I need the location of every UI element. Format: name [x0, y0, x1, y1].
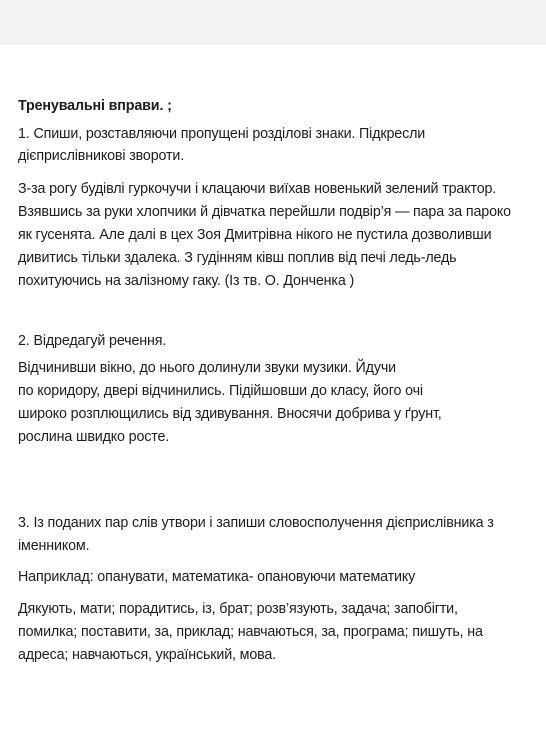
document-title: Тренувальні вправи. ; [18, 98, 172, 114]
exercise-3-text-line: адреса; навчаються, український, мова. [18, 647, 277, 663]
document-page [0, 45, 546, 749]
exercise-2-text-line: по коридору, двері відчинились. Підійшовши до класу, його очі [18, 383, 423, 399]
exercise-2-text-line: рослина швидко росте. [18, 429, 170, 445]
exercise-3-task-line: 3. Із поданих пар слів утвори і запиши словосполучення дієприслівника з [18, 515, 494, 531]
exercise-1-task-line: дієприслівникові звороти. [18, 148, 185, 164]
exercise-1-text-line: Взявшись за руки хлопчики й дівчатка перейшли подвір’я — пара за пароко [18, 204, 511, 220]
exercise-1-text-line: як гусенята. Але далі в цех Зоя Дмитрівна нікого не пустила дозволивши [18, 227, 492, 243]
exercise-3-text-line: помилка; поставити, за, приклад; навчаються, за, програма; пишуть, на [18, 624, 483, 640]
exercise-2-task: 2. Відредагуй речення. [18, 333, 167, 349]
exercise-1-text-line: дивитись тільки здалека. З гудінням ківш поплив від печі ледь-ледь [18, 250, 457, 266]
exercise-3-example: Наприклад: опанувати, математика- опановуючи математику [18, 569, 416, 585]
exercise-1-text-line: похитуючись на залізному гаку. (Із тв. О. Донченка ) [18, 273, 355, 289]
exercise-2-text-line: широко розплющились від здивування. Вносячи добрива у ґрунт, [18, 406, 442, 422]
exercise-1-text-line: З-за рогу будівлі гуркочучи і клацаючи виїхав новенький зелений трактор. [18, 181, 497, 197]
exercise-2-text-line: Відчинивши вікно, до нього долинули звуки музики. Йдучи [18, 360, 396, 376]
exercise-3-text-line: Дякують, мати; порадитись, із, брат; розв’язують, задача; запобігти, [18, 601, 458, 617]
exercise-1-task-line: 1. Спиши, розставляючи пропущені розділові знаки. Підкресли [18, 126, 426, 142]
top-bar [0, 0, 546, 45]
exercise-3-task-line: іменником. [18, 538, 90, 554]
